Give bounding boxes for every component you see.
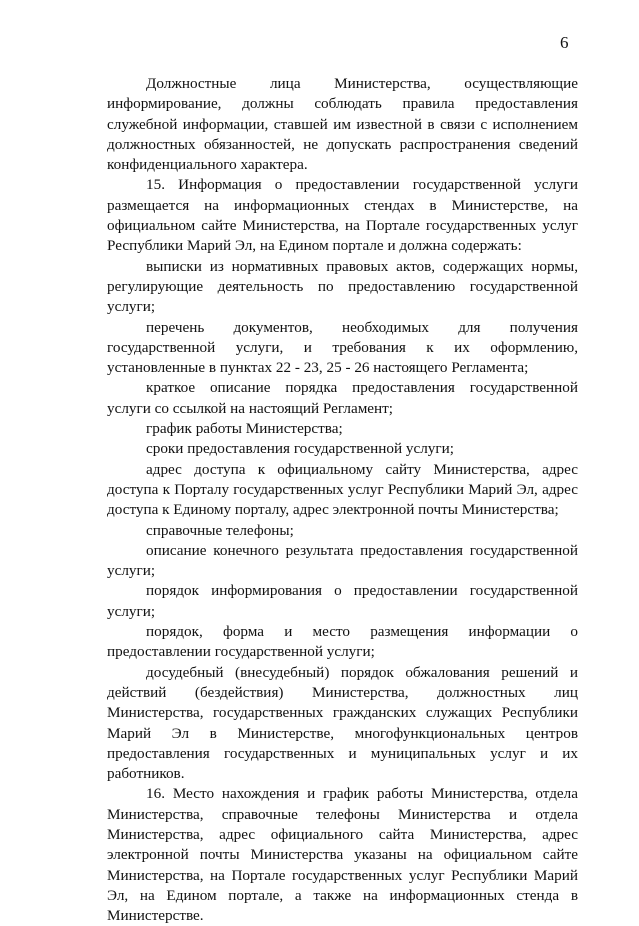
list-item-documents-list: перечень документов, необходимых для получения государственной услуги, и требования к их оформлению, установленные в пунктах 22 - 23, 25 - 26 настоящего Регламента;	[107, 318, 578, 377]
list-item-phone-numbers: справочные телефоны;	[146, 521, 294, 539]
list-item-work-schedule: график работы Министерства;	[146, 420, 343, 438]
list-item-service-terms: сроки предоставления государственной услуги;	[146, 440, 454, 458]
document-body	[107, 74, 578, 926]
list-item-informing-procedure: порядок информирования о предоставлении государственной услуги;	[107, 582, 578, 620]
list-item-final-result: описание конечного результата предоставления государственной услуги;	[107, 541, 578, 580]
paragraph-item-15-information: 15. Информация о предоставлении государственной услуги размещается на информационных стендах в Министерстве, на официальном сайте Министерства, на Портале государственных услуг Республики Марий Эл, на Едином портале и должна содержать:	[107, 176, 578, 255]
page-number: 6	[560, 33, 569, 52]
paragraph-item-16-location: 16. Место нахождения и график работы Министерства, отдела Министерства, справочные телефоны Министерства и отдела Министерства, адрес официального сайта Министерства, адрес электронной почты Министерства указаны на официальном сайте Министерства, на Портале государственных услуг Республики Марий Эл, на Едином портале, а также на информационных стенда в Министерстве.	[107, 785, 578, 925]
list-item-placement-procedure: порядок, форма и место размещения информации о предоставлении государственной услуги;	[107, 623, 578, 661]
list-item-procedure-summary: краткое описание порядка предоставления государственной услуги со ссылкой на настоящий Регламент;	[107, 379, 578, 417]
list-item-access-addresses: адрес доступа к официальному сайту Министерства, адрес доступа к Порталу государственных услуг Республики Марий Эл, адрес доступа к Единому порталу, адрес электронной почты Министерства;	[107, 460, 578, 519]
list-item-appeal-procedure: досудебный (внесудебный) порядок обжалования решений и действий (бездействия) Министерства, должностных лиц Министерства, государственных гражданских служащих Республики Марий Эл в Министерстве, многофункциональных центров предоставления государственных и муниципальных услуг и их работников.	[107, 663, 578, 783]
paragraph-officials-duties: Должностные лица Министерства, осуществляющие информирование, должны соблюдать правила предоставления служебной информации, ставшей им известной в связи с исполнением должностных обязанностей, не допускать распространения сведений конфиденциального характера.	[107, 75, 578, 174]
list-item-legal-extracts: выписки из нормативных правовых актов, содержащих нормы, регулирующие деятельность по предоставлению государственной услуги;	[107, 257, 578, 316]
